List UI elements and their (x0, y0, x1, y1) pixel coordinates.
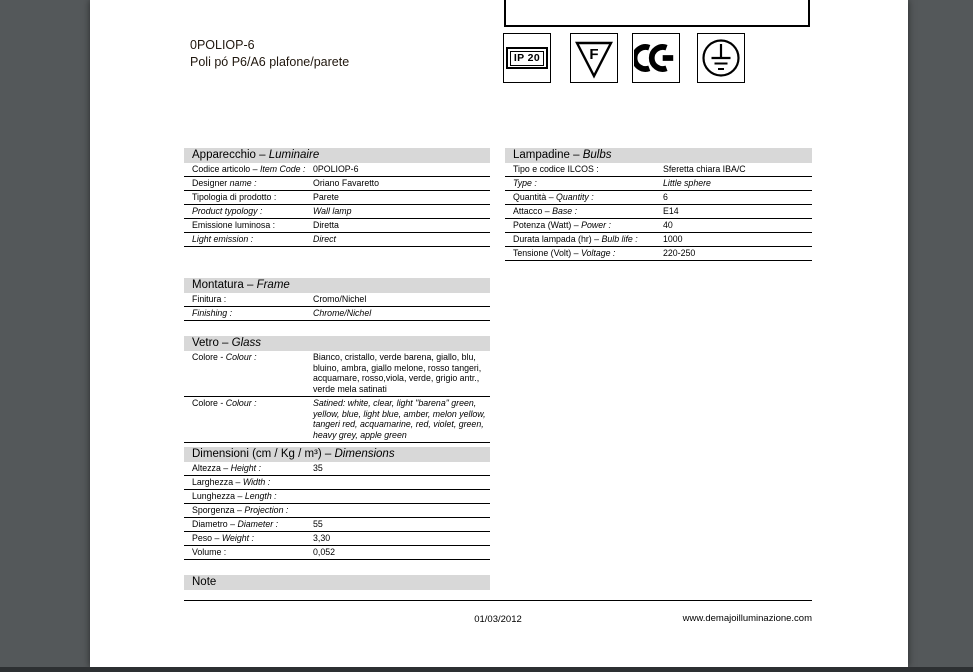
row-value: Little sphere (663, 178, 711, 188)
row-label: Product typology : (192, 206, 263, 216)
row-label: Tipologia di prodotto : (192, 192, 277, 202)
row-label: Durata lampada (hr) – Bulb life : (513, 234, 638, 244)
ip20-frame (506, 47, 547, 69)
table-row (505, 163, 812, 177)
section-header: Dimensioni (cm / Kg / m³) – Dimensions (184, 447, 490, 462)
row-label: Diametro – Diameter : (192, 519, 279, 529)
row-value: 0,052 (313, 547, 336, 557)
viewport-bottom-strip (0, 667, 973, 672)
ip20-rating-box (503, 33, 551, 83)
section-header: Vetro – Glass (184, 336, 490, 351)
table-row (505, 177, 812, 191)
table-row (184, 233, 490, 247)
page-title (190, 37, 349, 70)
section-header: Note (184, 575, 490, 590)
row-label: Codice articolo – Item Code : (192, 164, 306, 174)
row-label: Tipo e codice ILCOS : (513, 164, 599, 174)
row-label: Colore - Colour : (192, 398, 257, 408)
row-label: Colore - Colour : (192, 352, 257, 362)
row-label: Lunghezza – Length : (192, 491, 277, 501)
row-value: Oriano Favaretto (313, 178, 380, 188)
row-label: Finishing : (192, 308, 233, 318)
row-value: 6 (663, 192, 668, 202)
section-note (184, 575, 490, 590)
f-mark-icon (572, 35, 616, 81)
row-label: Type : (513, 178, 537, 188)
table-row (184, 191, 490, 205)
table-row (184, 177, 490, 191)
f-mark-letter: F (589, 46, 599, 63)
row-value: 55 (313, 519, 323, 529)
table-row (184, 532, 490, 546)
table-row (505, 205, 812, 219)
table-row (184, 476, 490, 490)
footer (184, 600, 812, 625)
section-header: Lampadine – Bulbs (505, 148, 812, 163)
footer-website: www.demajoilluminazione.com (682, 613, 812, 624)
footer-divider (184, 600, 812, 601)
section-montatura (184, 278, 490, 321)
ground-symbol-box (697, 33, 745, 83)
datasheet-page (90, 0, 908, 667)
row-label: Altezza – Height : (192, 463, 261, 473)
table-row (184, 163, 490, 177)
product-name-title: Poli pó P6/A6 plafone/parete (190, 54, 350, 69)
row-label: Attacco – Base : (513, 206, 578, 216)
row-label: Emissione luminosa : (192, 220, 276, 230)
table-row (184, 462, 490, 476)
row-label: Quantità – Quantity : (513, 192, 594, 202)
row-value: Chrome/Nichel (313, 308, 372, 318)
ce-mark-icon (634, 40, 678, 76)
table-row (184, 397, 490, 443)
row-value: Direct (313, 234, 336, 244)
row-value: E14 (663, 206, 679, 216)
section-header: Montatura – Frame (184, 278, 490, 293)
table-row (184, 546, 490, 560)
table-row (505, 219, 812, 233)
footer-date: 01/03/2012 (474, 614, 522, 625)
table-row (184, 504, 490, 518)
section-lampadine (505, 148, 812, 261)
ground-symbol-icon (699, 35, 743, 81)
row-value: Satined: white, clear, light "barena" green, yellow, blue, light blue, amber, melon yellow, tangeri red, acquamarine, red, violet, green, heavy grey, apple green (313, 398, 486, 440)
product-code-title: 0POLIOP-6 (190, 38, 255, 52)
ce-mark-box (632, 33, 680, 83)
section-vetro (184, 336, 490, 443)
row-label: Designer name : (192, 178, 257, 188)
row-label: Light emission : (192, 234, 254, 244)
row-label: Peso – Weight : (192, 533, 254, 543)
table-row (184, 205, 490, 219)
row-value: 1000 (663, 234, 683, 244)
table-row (184, 307, 490, 321)
table-row (184, 293, 490, 307)
row-label: Finitura : (192, 294, 227, 304)
table-row (184, 219, 490, 233)
row-value: 35 (313, 463, 323, 473)
row-value (313, 504, 490, 517)
row-value: 40 (663, 220, 673, 230)
table-row (184, 351, 490, 397)
row-value: 3,30 (313, 533, 331, 543)
f-mark-box (570, 33, 618, 83)
row-label: Potenza (Watt) – Power : (513, 220, 611, 230)
row-value: Sferetta chiara IBA/C (663, 164, 746, 174)
row-value: Parete (313, 192, 339, 202)
row-value: 220-250 (663, 248, 696, 258)
row-label: Tensione (Volt) – Voltage : (513, 248, 616, 258)
section-dimensioni (184, 447, 490, 560)
table-row (184, 518, 490, 532)
row-value: 0POLIOP-6 (313, 164, 359, 174)
section-apparecchio (184, 148, 490, 247)
row-label: Larghezza – Width : (192, 477, 271, 487)
table-row (505, 247, 812, 261)
section-header: Apparecchio – Luminaire (184, 148, 490, 163)
header-blank-box (504, 0, 810, 27)
row-value: Bianco, cristallo, verde barena, giallo, blu, bluino, ambra, giallo melone, rosso tangeri, acquamare, rosso,viola, verde, grigio antr., verde mela satinati (313, 352, 482, 394)
table-row (505, 191, 812, 205)
table-row (184, 490, 490, 504)
row-value: Wall lamp (313, 206, 352, 216)
row-value: Diretta (313, 220, 339, 230)
table-row (505, 233, 812, 247)
row-value (313, 476, 490, 489)
row-label: Sporgenza – Projection : (192, 505, 289, 515)
row-value (313, 490, 490, 503)
ip20-label: IP 20 (510, 51, 544, 66)
row-value: Cromo/Nichel (313, 294, 367, 304)
row-label: Volume : (192, 547, 227, 557)
